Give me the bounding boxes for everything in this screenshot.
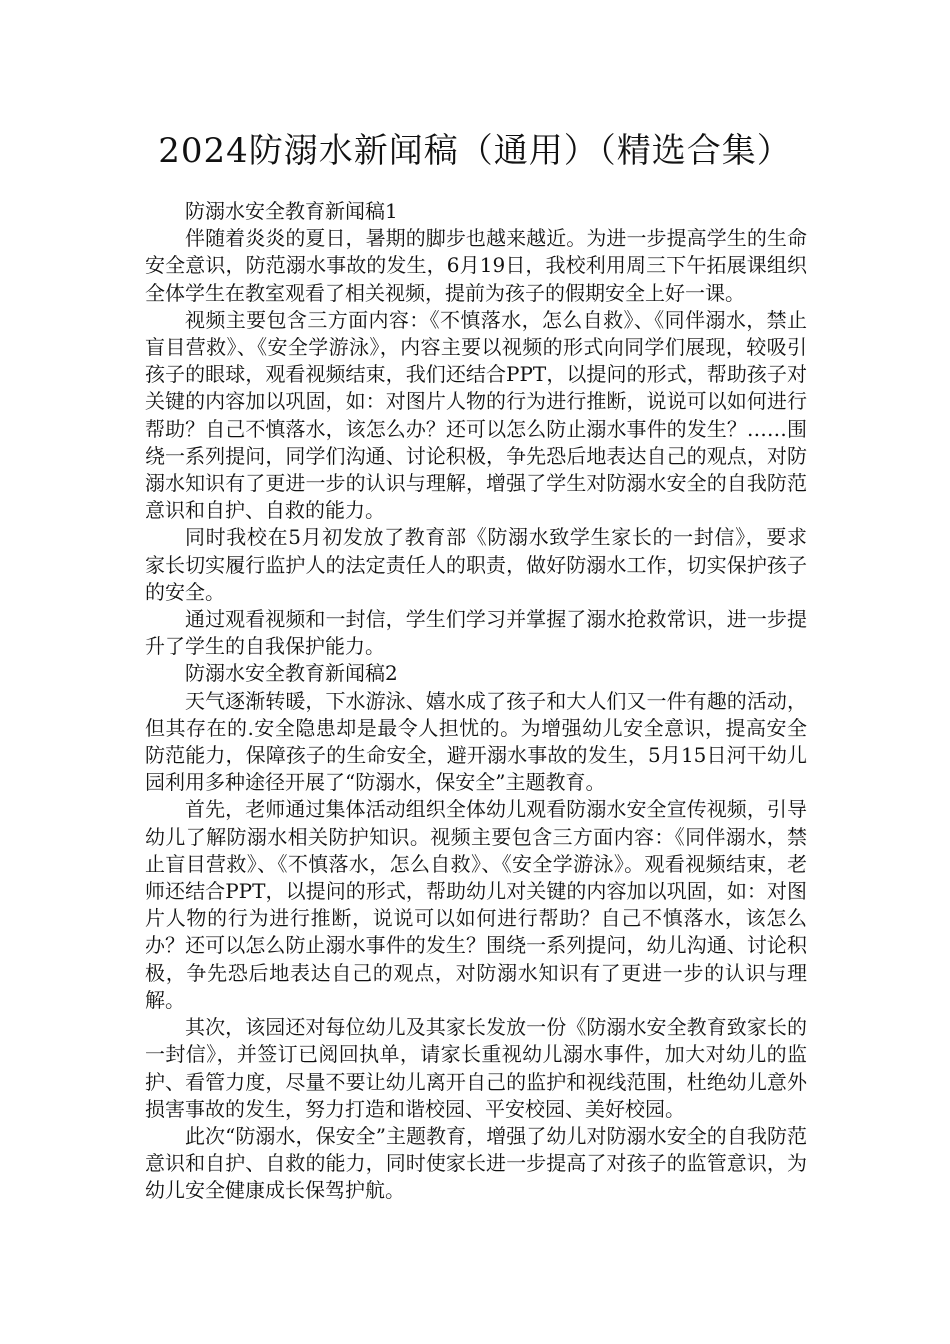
section-1-paragraph-4: 通过观看视频和一封信，学生们学习并掌握了溺水抢救常识，进一步提升了学生的自我保护能力。 bbox=[145, 607, 807, 659]
section-1-heading: 防溺水安全教育新闻稿1 bbox=[185, 199, 398, 223]
section-2-paragraph-2: 首先，老师通过集体活动组织全体幼儿观看防溺水安全宣传视频，引导幼儿了解防溺水相关防护知识。视频主要包含三方面内容：《同伴溺水，禁止盲目营救》、《不慎落水，怎么自救》、《安全学游泳》。观看视频结束，老师还结合PPT，以提问的形式，帮助幼儿对关键的内容加以巩固，如：对图片人物的行为进行推断，说说可以如何进行帮助？自己不慎落水，该怎么办？还可以怎么防止溺水事件的发生？围绕一系列提问，幼儿沟通、讨论积极，争先恐后地表达自己的观点，对防溺水知识有了更进一步的认识与理解。 bbox=[145, 797, 807, 1012]
section-2-paragraph-3: 其次，该园还对每位幼儿及其家长发放一份《防溺水安全教育致家长的一封信》，并签订已阅回执单，请家长重视幼儿溺水事件，加大对幼儿的监护、看管力度，尽量不要让幼儿离开自己的监护和视线范围，杜绝幼儿意外损害事故的发生，努力打造和谐校园、平安校园、美好校园。 bbox=[145, 1015, 807, 1121]
section-2-paragraph-4: 此次“防溺水，保安全”主题教育，增强了幼儿对防溺水安全的自我防范意识和自护、自救的能力，同时使家长进一步提高了对孩子的监管意识，为幼儿安全健康成长保驾护航。 bbox=[145, 1123, 807, 1203]
section-1-paragraph-3: 同时我校在5月初发放了教育部《防溺水致学生家长的一封信》，要求家长切实履行监护人的法定责任人的职责，做好防溺水工作，切实保护孩子的安全。 bbox=[145, 525, 807, 604]
section-2-paragraph-1: 天气逐渐转暖，下水游泳、嬉水成了孩子和大人们又一件有趣的活动，但其存在的.安全隐患却是最令人担忧的。为增强幼儿安全意识，提高安全防范能力，保障孩子的生命安全，避开溺水事故的发生，5月15日河干幼儿园利用多种途径开展了“防溺水，保安全”主题教育。 bbox=[145, 688, 807, 795]
section-1-paragraph-2: 视频主要包含三方面内容：《不慎落水，怎么自救》、《同伴溺水，禁止盲目营救》、《安全学游泳》，内容主要以视频的形式向同学们展现，较吸引孩子的眼球，观看视频结束，我们还结合PPT，以提问的形式，帮助孩子对关键的内容加以巩固，如：对图片人物的行为进行推断，说说可以如何进行帮助？自己不慎落水，该怎么办？还可以怎么防止溺水事件的发生？……围绕一系列提问，同学们沟通、讨论积极，争先恐后地表达自己的观点，对防溺水知识有了更进一步的认识与理解，增强了学生对防溺水安全的自我防范意识和自护、自救的能力。 bbox=[145, 307, 807, 523]
section-1-paragraph-1: 伴随着炎炎的夏日，暑期的脚步也越来越近。为进一步提高学生的生命安全意识，防范溺水事故的发生，6月19日，我校利用周三下午拓展课组织全体学生在教室观看了相关视频，提前为孩子的假期安全上好一课。 bbox=[145, 226, 807, 305]
section-2-heading: 防溺水安全教育新闻稿2 bbox=[185, 661, 398, 686]
document-body bbox=[145, 198, 807, 1205]
page-title: 2024防溺水新闻稿（通用）（精选合集） bbox=[158, 131, 792, 171]
